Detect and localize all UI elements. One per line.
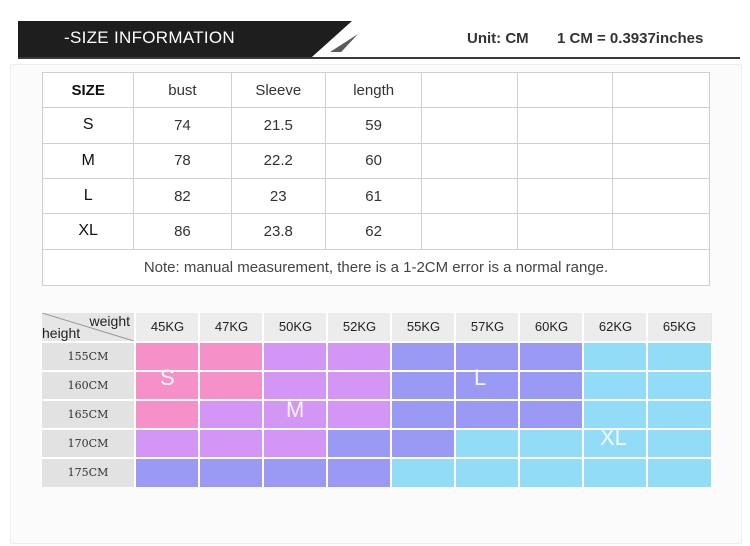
size-cell-m <box>134 428 199 458</box>
size-cell-l <box>390 370 455 400</box>
size-cell-l <box>390 341 455 371</box>
col-header-length: length <box>325 73 421 108</box>
measurement-note: Note: manual measurement, there is a 1-2CM error is a normal range. <box>43 249 710 285</box>
size-cell-l <box>518 341 583 371</box>
weight-axis-label: weight <box>89 313 130 329</box>
size-cell-l <box>262 457 327 487</box>
size-cell-m <box>326 370 391 400</box>
size-cell-l <box>390 399 455 429</box>
size-cell-l <box>518 399 583 429</box>
empty-cell <box>422 108 518 143</box>
size-cell-xl <box>646 457 711 487</box>
weight-height-grid <box>42 313 712 487</box>
weight-header-cell: 45KG <box>134 313 199 341</box>
size-cell-m <box>326 399 391 429</box>
size-region-label-l: L <box>474 365 487 390</box>
size-cell-xl <box>582 370 647 400</box>
size-cell-m <box>326 341 391 371</box>
size-cell-m <box>262 341 327 371</box>
size-cell-s <box>134 399 199 429</box>
weight-header-cell: 57KG <box>454 313 519 341</box>
bust-cell: 86 <box>134 214 231 249</box>
height-row-label: 155CM <box>42 341 134 371</box>
size-cell-xl <box>582 341 647 371</box>
size-cell-m <box>198 428 263 458</box>
size-table <box>42 72 710 286</box>
size-cell-l <box>198 457 263 487</box>
size-cell-l <box>134 457 199 487</box>
bust-cell: 82 <box>134 178 231 213</box>
header <box>0 0 750 60</box>
col-header-empty <box>422 73 518 108</box>
size-region-label-m: M <box>286 397 305 422</box>
sleeve-cell: 21.5 <box>231 108 325 143</box>
size-cell-s <box>198 341 263 371</box>
weight-header-cell: 65KG <box>646 313 711 341</box>
sleeve-cell: 23 <box>231 178 325 213</box>
length-cell: 60 <box>325 143 421 178</box>
weight-header-cell: 50KG <box>262 313 327 341</box>
table-row <box>43 143 710 178</box>
sleeve-cell: 22.2 <box>231 143 325 178</box>
size-cell: XL <box>43 214 134 249</box>
height-row-label: 175CM <box>42 457 134 487</box>
size-region-label-xl: XL <box>600 425 627 450</box>
weight-header-cell: 60KG <box>518 313 583 341</box>
size-cell-l <box>454 399 519 429</box>
length-cell: 59 <box>325 108 421 143</box>
size-table-header <box>43 73 710 108</box>
size-cell-xl <box>390 457 455 487</box>
weight-header-cell: 47KG <box>198 313 263 341</box>
empty-cell <box>422 214 518 249</box>
table-row <box>43 108 710 143</box>
size-cell-xl <box>646 370 711 400</box>
empty-cell <box>613 108 710 143</box>
empty-cell <box>613 178 710 213</box>
grid-corner <box>42 313 134 341</box>
size-cell-xl <box>646 399 711 429</box>
table-row <box>43 214 710 249</box>
size-cell-xl <box>646 428 711 458</box>
empty-cell <box>422 178 518 213</box>
size-cell-l <box>454 370 519 400</box>
size-cell-l <box>326 457 391 487</box>
height-row-label: 170CM <box>42 428 134 458</box>
size-region-label-s: S <box>160 365 175 390</box>
length-cell: 62 <box>325 214 421 249</box>
size-cell-xl <box>454 428 519 458</box>
height-row-label: 160CM <box>42 370 134 400</box>
size-cell-l <box>326 428 391 458</box>
size-cell-xl <box>454 457 519 487</box>
empty-cell <box>518 143 613 178</box>
note-row <box>43 249 710 285</box>
size-cell: M <box>43 143 134 178</box>
size-cell-xl <box>518 457 583 487</box>
size-cell-m <box>262 370 327 400</box>
empty-cell <box>518 108 613 143</box>
col-header-size: SIZE <box>43 73 134 108</box>
empty-cell <box>613 143 710 178</box>
height-row-label: 165CM <box>42 399 134 429</box>
size-cell-l <box>518 370 583 400</box>
empty-cell <box>422 143 518 178</box>
size-cell-l <box>454 341 519 371</box>
weight-header-cell: 62KG <box>582 313 647 341</box>
size-cell-m <box>198 399 263 429</box>
bust-cell: 74 <box>134 108 231 143</box>
empty-cell <box>518 178 613 213</box>
table-row <box>43 178 710 213</box>
size-cell-xl <box>582 457 647 487</box>
empty-cell <box>518 214 613 249</box>
col-header-empty <box>518 73 613 108</box>
size-cell-xl <box>518 428 583 458</box>
bust-cell: 78 <box>134 143 231 178</box>
col-header-sleeve: Sleeve <box>231 73 325 108</box>
unit-conversion: 1 CM = 0.3937inches <box>557 30 704 47</box>
size-cell-l <box>390 428 455 458</box>
size-cell-s <box>198 370 263 400</box>
size-cell-m <box>262 428 327 458</box>
weight-header-cell: 52KG <box>326 313 391 341</box>
weight-header-cell: 55KG <box>390 313 455 341</box>
col-header-bust: bust <box>134 73 231 108</box>
size-cell-xl <box>646 341 711 371</box>
size-cell: S <box>43 108 134 143</box>
col-header-empty <box>613 73 710 108</box>
empty-cell <box>613 214 710 249</box>
header-divider <box>18 57 740 59</box>
length-cell: 61 <box>325 178 421 213</box>
unit-label: Unit: CM <box>467 30 529 47</box>
size-cell: L <box>43 178 134 213</box>
page-title: -SIZE INFORMATION <box>64 28 235 47</box>
height-axis-label: height <box>42 325 81 341</box>
sleeve-cell: 23.8 <box>231 214 325 249</box>
